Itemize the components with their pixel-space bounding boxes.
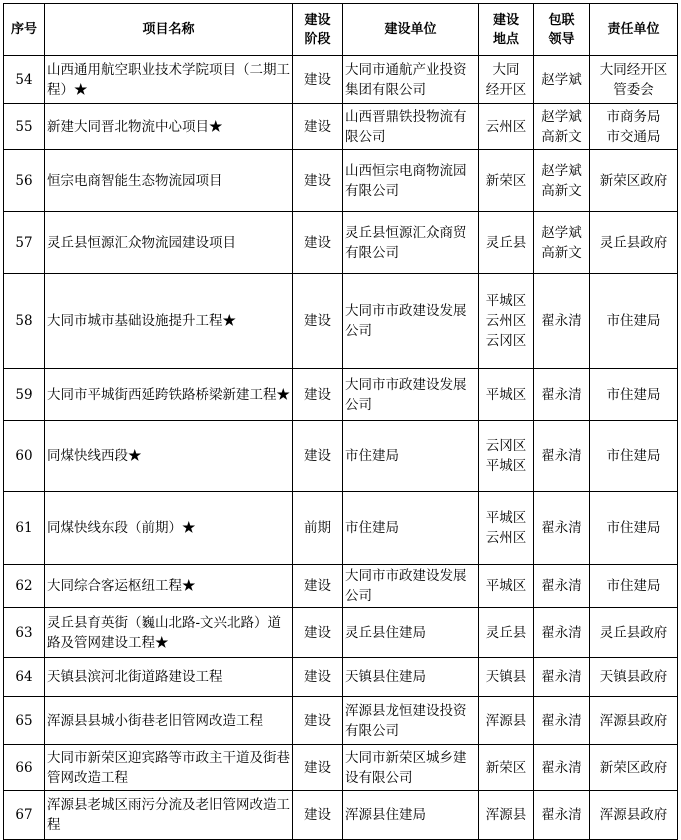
cell-seq (4, 791, 45, 840)
table-row (4, 492, 678, 565)
cell-project-name-text: 大同市新荣区迎宾路等市政主干道及街巷管网改造工程 (47, 749, 290, 786)
cell-leader-text: 赵学斌 高新文 (541, 224, 582, 261)
cell-location-text: 浑源县 (485, 712, 527, 729)
cell-responsible-text: 市住建局 (606, 313, 661, 329)
cell-stage (293, 492, 343, 565)
cell-responsible (590, 697, 678, 745)
table-row (4, 150, 678, 212)
cell-location-text: 平城区 (485, 578, 527, 594)
cell-stage (293, 369, 343, 421)
cell-leader (534, 274, 590, 369)
cell-project-name-text: 浑源县老城区雨污分流及老旧管网改造工程 (47, 797, 290, 833)
header-location: 建设 地点 (479, 4, 534, 56)
table-row (4, 369, 678, 421)
cell-seq (4, 745, 45, 791)
cell-stage-text: 建设 (304, 624, 331, 641)
cell-stage-text: 建设 (304, 759, 331, 776)
project-table (3, 3, 678, 840)
cell-responsible-text: 灵丘县政府 (599, 624, 668, 641)
cell-project-name-text: 同煤快线东段（前期）★ (47, 520, 196, 536)
cell-responsible (590, 212, 678, 274)
cell-responsible-text: 市住建局 (606, 448, 661, 464)
cell-project-name (45, 104, 293, 150)
cell-seq (4, 608, 45, 658)
cell-project-name-text: 浑源县县城小街巷老旧管网改造工程 (47, 712, 263, 729)
cell-builder (343, 421, 479, 492)
cell-project-name-text: 新建大同晋北物流中心项目★ (47, 118, 223, 135)
cell-location (479, 658, 534, 697)
cell-location-text: 平城区 (485, 386, 527, 403)
cell-seq-text: 62 (15, 578, 33, 594)
cell-seq (4, 150, 45, 212)
cell-location (479, 369, 534, 421)
cell-leader-text: 翟永清 (541, 520, 582, 536)
cell-seq-text: 60 (15, 448, 33, 464)
cell-location-text: 浑源县 (485, 807, 527, 823)
cell-stage-text: 建设 (304, 386, 331, 403)
cell-project-name-text: 大同市城市基础设施提升工程★ (47, 313, 236, 329)
cell-responsible (590, 421, 678, 492)
cell-seq (4, 658, 45, 697)
cell-seq-text: 63 (15, 624, 33, 641)
cell-location-text: 云冈区 平城区 (485, 438, 527, 474)
cell-leader (534, 104, 590, 150)
cell-stage-text: 前期 (304, 520, 331, 536)
cell-builder-text: 市住建局 (345, 520, 399, 536)
cell-location (479, 745, 534, 791)
cell-builder-text: 灵丘县住建局 (345, 624, 426, 641)
cell-location (479, 212, 534, 274)
cell-leader (534, 565, 590, 608)
header-responsible: 责任单位 (590, 4, 678, 56)
cell-responsible (590, 56, 678, 104)
table-row (4, 565, 678, 608)
cell-stage (293, 697, 343, 745)
cell-project-name (45, 608, 293, 658)
cell-project-name (45, 369, 293, 421)
cell-seq-text: 57 (15, 234, 33, 251)
cell-builder (343, 492, 479, 565)
cell-stage-text: 建设 (304, 313, 331, 329)
cell-stage-text: 建设 (304, 807, 331, 823)
cell-builder-text: 大同市市政建设发展公司 (345, 376, 467, 413)
cell-leader (534, 745, 590, 791)
cell-responsible (590, 565, 678, 608)
cell-location-text: 新荣区 (485, 759, 527, 776)
cell-builder-text: 大同市市政建设发展公司 (345, 568, 467, 604)
cell-leader-text: 翟永清 (541, 448, 582, 464)
cell-stage (293, 565, 343, 608)
cell-leader-text: 赵学斌 高新文 (541, 108, 582, 145)
cell-leader-text: 翟永清 (541, 313, 582, 329)
cell-project-name-text: 大同综合客运枢纽工程★ (47, 578, 196, 594)
cell-leader (534, 697, 590, 745)
cell-project-name (45, 492, 293, 565)
cell-location (479, 274, 534, 369)
cell-seq-text: 55 (15, 118, 33, 135)
cell-project-name-text: 恒宗电商智能生态物流园项目 (47, 172, 223, 189)
cell-leader-text: 翟永清 (541, 712, 582, 729)
cell-location-text: 云州区 (485, 118, 527, 135)
cell-builder (343, 565, 479, 608)
cell-responsible (590, 658, 678, 697)
cell-stage-text: 建设 (304, 448, 331, 464)
cell-responsible-text: 天镇县政府 (599, 669, 668, 685)
cell-project-name (45, 745, 293, 791)
cell-project-name (45, 791, 293, 840)
cell-seq-text: 65 (15, 712, 33, 729)
cell-location (479, 56, 534, 104)
header-builder: 建设单位 (343, 4, 479, 56)
table-row (4, 56, 678, 104)
cell-builder-text: 浑源县龙恒建设投资有限公司 (345, 702, 467, 739)
cell-leader-text: 翟永清 (541, 624, 582, 641)
cell-responsible (590, 608, 678, 658)
cell-stage-text: 建设 (304, 234, 331, 251)
cell-leader-text: 翟永清 (541, 807, 582, 823)
cell-responsible-text: 市住建局 (606, 520, 661, 536)
cell-leader (534, 150, 590, 212)
cell-leader (534, 421, 590, 492)
cell-project-name-text: 灵丘县育英街（巍山北路-文兴北路）道路及管网建设工程★ (47, 614, 282, 651)
table-row (4, 608, 678, 658)
cell-builder (343, 150, 479, 212)
cell-project-name-text: 山西通用航空职业技术学院项目（二期工程）★ (47, 61, 290, 98)
cell-builder (343, 212, 479, 274)
cell-responsible (590, 104, 678, 150)
cell-seq (4, 421, 45, 492)
cell-seq (4, 565, 45, 608)
cell-location (479, 565, 534, 608)
table-row (4, 212, 678, 274)
cell-seq (4, 492, 45, 565)
header-seq: 序号 (4, 4, 45, 56)
table-row (4, 274, 678, 369)
cell-seq (4, 104, 45, 150)
cell-leader-text: 翟永清 (541, 386, 582, 403)
cell-responsible-text: 浑源县政府 (599, 807, 668, 823)
cell-builder (343, 745, 479, 791)
cell-location (479, 492, 534, 565)
cell-stage (293, 104, 343, 150)
cell-responsible (590, 274, 678, 369)
cell-leader-text: 翟永清 (541, 669, 582, 685)
cell-leader (534, 658, 590, 697)
cell-builder (343, 56, 479, 104)
cell-leader-text: 赵学斌 (541, 71, 582, 88)
cell-leader (534, 608, 590, 658)
cell-leader (534, 369, 590, 421)
cell-leader (534, 791, 590, 840)
cell-responsible-text: 新荣区政府 (599, 759, 668, 776)
table-row (4, 697, 678, 745)
cell-seq-text: 64 (15, 669, 33, 685)
cell-leader (534, 212, 590, 274)
cell-project-name (45, 150, 293, 212)
cell-project-name (45, 658, 293, 697)
table-row (4, 658, 678, 697)
cell-stage-text: 建设 (304, 578, 331, 594)
cell-location (479, 104, 534, 150)
cell-responsible-text: 大同经开区 管委会 (599, 61, 668, 98)
cell-location (479, 608, 534, 658)
cell-builder-text: 天镇县住建局 (345, 669, 426, 685)
cell-location (479, 697, 534, 745)
cell-stage-text: 建设 (304, 118, 331, 135)
cell-stage-text: 建设 (304, 669, 331, 685)
cell-project-name-text: 大同市平城街西延跨铁路桥梁新建工程★ (47, 386, 290, 403)
cell-builder (343, 791, 479, 840)
cell-project-name (45, 565, 293, 608)
cell-seq-text: 61 (15, 520, 33, 536)
cell-builder-text: 浑源县住建局 (345, 807, 426, 823)
cell-location-text: 大同 经开区 (485, 61, 527, 98)
cell-responsible (590, 150, 678, 212)
cell-project-name (45, 274, 293, 369)
cell-leader (534, 56, 590, 104)
cell-stage (293, 791, 343, 840)
cell-location (479, 150, 534, 212)
header-project-name: 项目名称 (45, 4, 293, 56)
cell-builder-text: 山西晋鼎铁投物流有限公司 (345, 108, 467, 145)
cell-leader-text: 赵学斌 高新文 (541, 162, 582, 199)
cell-project-name-text: 同煤快线西段★ (47, 448, 142, 464)
cell-seq-text: 59 (15, 386, 33, 403)
cell-seq-text: 66 (15, 759, 33, 776)
table-row (4, 104, 678, 150)
cell-location-text: 平城区 云州区 云冈区 (485, 293, 527, 349)
cell-location (479, 791, 534, 840)
cell-stage (293, 212, 343, 274)
cell-location-text: 天镇县 (485, 669, 527, 685)
cell-responsible (590, 492, 678, 565)
cell-location-text: 灵丘县 (485, 234, 527, 251)
table-row (4, 745, 678, 791)
cell-stage-text: 建设 (304, 172, 331, 189)
cell-seq-text: 58 (15, 313, 33, 329)
cell-builder (343, 104, 479, 150)
table-row (4, 421, 678, 492)
cell-project-name (45, 56, 293, 104)
cell-leader-text: 翟永清 (541, 578, 582, 594)
cell-stage (293, 745, 343, 791)
cell-responsible-text: 市住建局 (606, 386, 661, 403)
cell-seq (4, 274, 45, 369)
header-leader: 包联 领导 (534, 4, 590, 56)
cell-seq (4, 56, 45, 104)
cell-builder (343, 658, 479, 697)
table-row (4, 791, 678, 840)
cell-seq-text: 67 (15, 807, 33, 823)
cell-stage (293, 56, 343, 104)
cell-project-name (45, 697, 293, 745)
cell-seq (4, 697, 45, 745)
cell-responsible-text: 灵丘县政府 (599, 234, 668, 251)
cell-stage-text: 建设 (304, 712, 331, 729)
cell-stage (293, 421, 343, 492)
cell-leader-text: 翟永清 (541, 759, 582, 776)
header-stage: 建设 阶段 (293, 4, 343, 56)
cell-responsible (590, 791, 678, 840)
cell-project-name (45, 212, 293, 274)
cell-location-text: 新荣区 (485, 172, 527, 189)
cell-builder (343, 608, 479, 658)
cell-stage (293, 274, 343, 369)
cell-stage (293, 608, 343, 658)
cell-stage (293, 658, 343, 697)
cell-seq (4, 369, 45, 421)
cell-location (479, 421, 534, 492)
cell-responsible-text: 新荣区政府 (599, 172, 668, 189)
cell-builder (343, 369, 479, 421)
cell-project-name (45, 421, 293, 492)
cell-responsible-text: 市商务局 市交通局 (606, 108, 661, 145)
cell-builder-text: 大同市市政建设发展公司 (345, 303, 467, 339)
cell-builder-text: 山西恒宗电商物流园有限公司 (345, 162, 467, 199)
cell-leader (534, 492, 590, 565)
cell-builder (343, 274, 479, 369)
cell-responsible (590, 369, 678, 421)
cell-location-text: 平城区 云州区 (485, 510, 527, 546)
cell-builder-text: 大同市新荣区城乡建设有限公司 (345, 749, 467, 786)
cell-project-name-text: 天镇县滨河北街道路建设工程 (47, 669, 223, 685)
cell-location-text: 灵丘县 (485, 624, 527, 641)
cell-seq-text: 56 (15, 172, 33, 189)
cell-responsible-text: 市住建局 (606, 578, 661, 594)
cell-builder (343, 697, 479, 745)
cell-builder-text: 市住建局 (345, 448, 399, 464)
cell-builder-text: 大同市通航产业投资集团有限公司 (345, 61, 467, 98)
table-header-row (4, 4, 678, 56)
cell-builder-text: 灵丘县恒源汇众商贸有限公司 (345, 224, 467, 261)
cell-seq (4, 212, 45, 274)
cell-stage (293, 150, 343, 212)
cell-responsible (590, 745, 678, 791)
cell-responsible-text: 浑源县政府 (599, 712, 668, 729)
cell-seq-text: 54 (15, 71, 33, 88)
cell-project-name-text: 灵丘县恒源汇众物流园建设项目 (47, 234, 236, 251)
cell-stage-text: 建设 (304, 71, 331, 88)
